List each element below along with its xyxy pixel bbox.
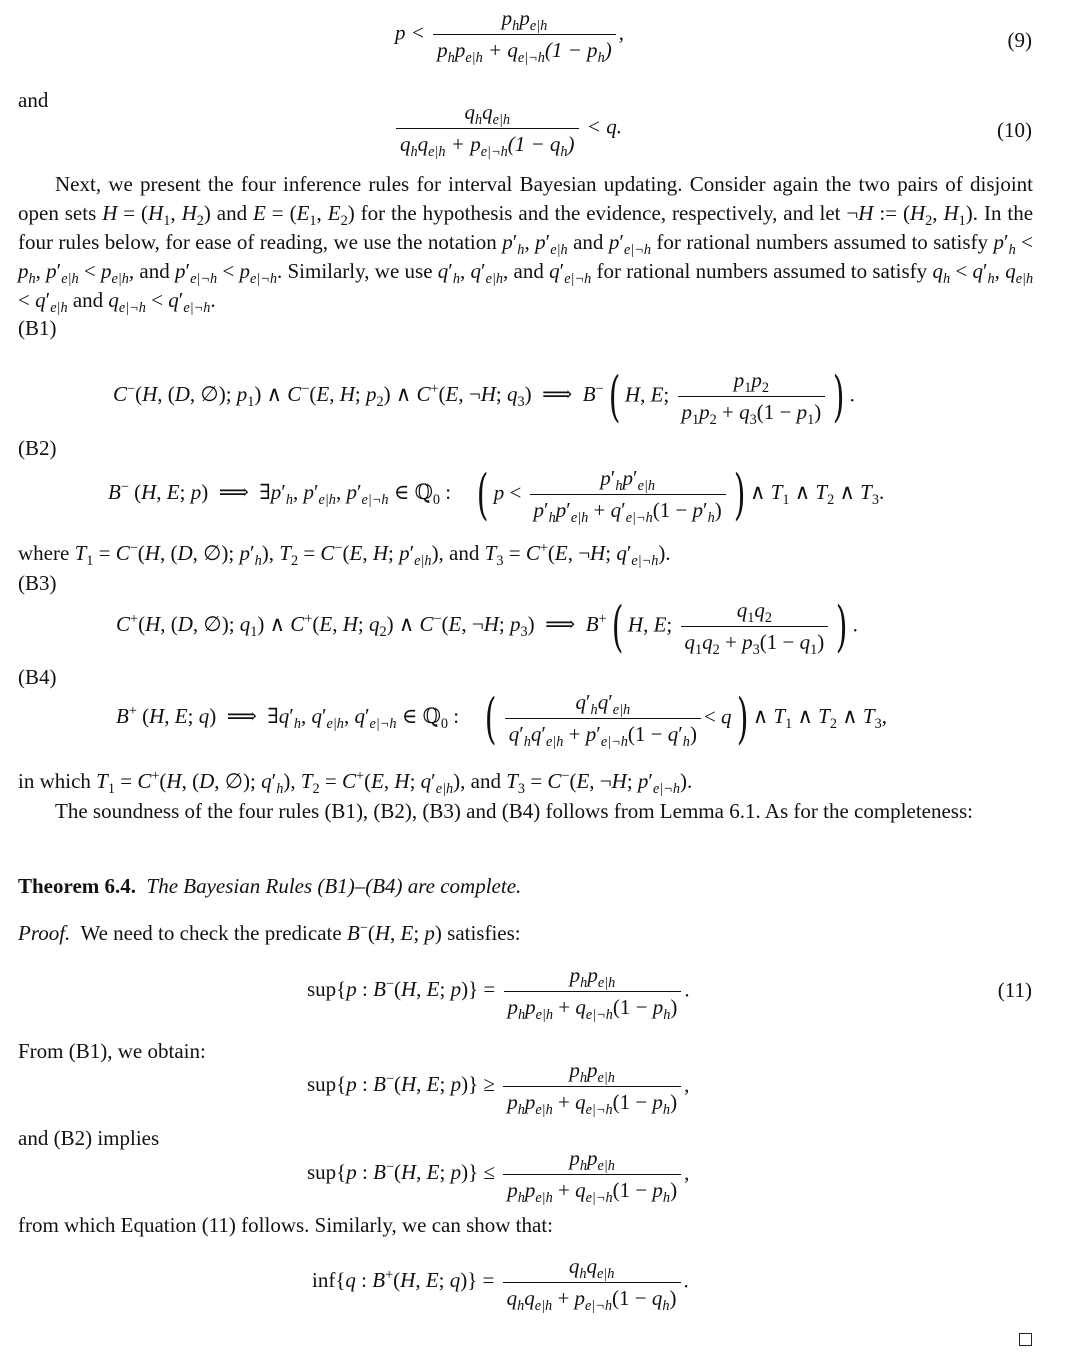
proof-text: We need to check the predicate B−(H, E; p) satisfies: <box>80 920 521 945</box>
theorem-statement: The Bayesian Rules (B1)–(B4) are complete. <box>146 874 522 898</box>
rule-b2-denominator: $p'_hp'_{e|h} + q'_{e|\neg h}(1 - p'_h)$ <box>530 494 726 523</box>
from-b1-text: From (B1), we obtain: <box>18 1039 206 1063</box>
right-paren: ) <box>733 461 746 526</box>
equation-9 <box>395 6 624 67</box>
rule-b1-inner: H, E; <box>624 382 670 407</box>
inequality-ge <box>307 1058 690 1119</box>
and-label: and <box>18 88 49 112</box>
ineq-le-numerator: $p_hp_{e|h}$ <box>569 1146 615 1175</box>
rule-b4-numerator: $q'_hq'_{e|h}$ <box>575 690 631 719</box>
equation-number-9: (9) <box>1007 28 1032 52</box>
ineq-le-tail: , <box>684 1160 690 1185</box>
equation-inf <box>312 1254 689 1315</box>
equation-10 <box>393 100 622 161</box>
eq10-rhs: < q. <box>586 114 622 139</box>
eq9-tail: , <box>618 20 624 45</box>
theorem-label: Theorem 6.4. <box>18 874 137 898</box>
eq-inf-fraction <box>503 1254 681 1315</box>
rule-b2-tail: ∧ $T_1$ ∧ $T_2$ ∧ $T_3$. <box>750 480 885 509</box>
rule-b4-inner-after: < q <box>703 704 732 729</box>
rule-b2-label: (B2) <box>18 436 57 460</box>
rule-b3-fraction <box>681 598 829 659</box>
rule-b1-numerator: $p_1p_2$ <box>733 368 770 397</box>
intro-paragraph: Next, we present the four inference rules for interval Bayesian updating. Consider again the two pairs of disjoint open sets $H = (H_1$, $H_2$) and $E = (E_1$, $E_2$) for the hypothesis and the evidence, respectively, and let ¬H := ($H_2$, $H_1$). In the four rules below, for ease of reading, we use the notation $p'_h$, $p'_{e|h}$ and $p'_{e|\neg h}$ for rational numbers assumed to satisfy $p'_h < p_h$, $p'_{e|h} < p_{e|h}$, and $p'_{e|\neg h} < p_{e|\neg h}$. Similarly, we use $q'_h$, $q'_{e|h}$, and $q'_{e|\neg h}$ for rational numbers assumed to satisfy $q_h < q'_h$, $q_{e|h} < q'_{e|h}$ and $q_{e|\neg h} < q'_{e|\neg h}$. <box>18 172 1034 317</box>
rule-b1-label: (B1) <box>18 316 57 340</box>
eq9-lhs: p < <box>395 20 425 45</box>
rule-b1-fraction <box>678 368 826 429</box>
rule-b3-lhs: C+(H, (D, ∅); $q_1$) ∧ C+(E, H; $q_2$) ∧ C−(E, ¬H; $p_3$) ⟹ B+ <box>116 611 607 641</box>
qed-square-icon <box>1019 1333 1032 1346</box>
theorem-6-4 <box>18 874 521 899</box>
rule-b4-label: (B4) <box>18 665 57 689</box>
right-paren: ) <box>736 685 749 750</box>
rule-b1-formula <box>113 363 855 429</box>
proof-label: Proof. <box>18 921 71 945</box>
rule-b4-formula <box>116 685 887 751</box>
rule-b1-denominator: $p_1p_2 + q_3(1 - p_1)$ <box>678 396 826 425</box>
rule-b2-numerator: $p'_hp'_{e|h}$ <box>600 466 656 495</box>
ineq-ge-denominator: $p_hp_{e|h} + q_{e|\neg h}(1 - p_h)$ <box>503 1086 681 1115</box>
from-which-text: from which Equation (11) follows. Similarly, we can show that: <box>18 1213 554 1237</box>
rule-b1-lhs: C−(H, (D, ∅); $p_1$) ∧ C−(E, H; $p_2$) ∧ C+(E, ¬H; $q_3$) ⟹ B− <box>113 381 604 411</box>
ineq-le-lhs: sup{p : B−(H, E; p)} ≤ <box>307 1159 495 1185</box>
rule-b4-fraction <box>505 690 701 751</box>
eq11-numerator: $p_hp_{e|h}$ <box>569 963 616 992</box>
rule-b3-formula <box>116 593 858 659</box>
rule-b3-tail: . <box>852 612 858 637</box>
equation-number-11: (11) <box>997 978 1032 1002</box>
rule-b2-lhs: B− (H, E; p) ⟹ $\exists p'_h$, $p'_{e|h}$, $p'_{e|\neg h}$ ∈ ℚ$_0$ : <box>108 479 452 509</box>
rule-b2-inner: p < <box>493 480 522 505</box>
eq11-denominator: $p_hp_{e|h} + q_{e|\neg h}(1 - p_h)$ <box>504 991 682 1020</box>
proof-intro <box>18 921 521 946</box>
left-paren: ( <box>477 461 489 526</box>
and-b2-text: and (B2) implies <box>18 1126 160 1150</box>
equation-11 <box>307 963 690 1024</box>
rule-b4-tail: ∧ $T_1$ ∧ $T_2$ ∧ $T_3$, <box>752 704 887 733</box>
ineq-ge-tail: , <box>684 1072 690 1097</box>
eq10-denominator: $q_hq_{e|h} + p_{e|\neg h}(1 - q_h)$ <box>396 128 579 157</box>
rule-b3-inner: H, E; <box>627 612 673 637</box>
rule-b3-label: (B3) <box>18 571 57 595</box>
eq9-denominator: $p_hp_{e|h} + q_{e|\neg h}(1 - p_h)$ <box>433 34 616 63</box>
eq-inf-denominator: $q_hq_{e|h} + p_{e|\neg h}(1 - q_h)$ <box>503 1282 681 1311</box>
ineq-ge-fraction <box>503 1058 681 1119</box>
rule-b2-where: where $T_1 = C^-(H$, (D, ∅); $p'_h$), $T_2 = C^-(E$, H; $p'_{e|h}$), and $T_3 = C^+(E$, ¬H; $q'_{e|\neg h}$). <box>18 540 671 570</box>
eq-inf-lhs: inf{q : B+(H, E; q)} = <box>312 1267 495 1293</box>
eq11-tail: . <box>684 977 690 1002</box>
eq10-fraction <box>396 100 579 161</box>
eq-inf-numerator: $q_hq_{e|h}$ <box>568 1254 615 1283</box>
rule-b4-where: in which $T_1 = C^+(H$, (D, ∅); $q'_h$), $T_2 = C^+(E$, H; $q'_{e|h}$), and $T_3 = C^-(E$, ¬H; $p'_{e|\neg h}$). <box>18 768 693 798</box>
rule-b3-denominator: $q_1q_2 + p_3(1 - q_1)$ <box>681 626 829 655</box>
left-paren: ( <box>485 685 497 750</box>
equation-number-10: (10) <box>997 118 1032 142</box>
eq9-fraction <box>433 6 616 67</box>
rule-b2-fraction <box>530 466 726 527</box>
left-paren: ( <box>611 593 624 658</box>
ineq-ge-lhs: sup{p : B−(H, E; p)} ≥ <box>307 1071 495 1097</box>
eq11-fraction <box>504 963 682 1024</box>
right-paren: ) <box>833 363 845 428</box>
eq-inf-tail: . <box>683 1268 689 1293</box>
eq11-lhs: sup{p : B−(H, E; p)} = <box>307 976 496 1002</box>
rule-b3-numerator: $q_1q_2$ <box>736 598 773 627</box>
right-paren: ) <box>836 593 848 658</box>
rule-b2-formula <box>108 461 885 527</box>
soundness-paragraph: The soundness of the four rules (B1), (B2), (B3) and (B4) follows from Lemma 6.1. As for the completeness: <box>55 799 973 823</box>
eq9-numerator: $p_hp_{e|h}$ <box>501 6 548 35</box>
left-paren: ( <box>608 363 621 428</box>
rule-b4-denominator: $q'_hq'_{e|h} + p'_{e|\neg h}(1 - q'_h)$ <box>505 718 701 747</box>
rule-b4-lhs: B+ (H, E; q) ⟹ $\exists q'_h$, $q'_{e|h}$, $q'_{e|\neg h}$ ∈ ℚ$_0$ : <box>116 703 460 733</box>
ineq-le-denominator: $p_hp_{e|h} + q_{e|\neg h}(1 - p_h)$ <box>503 1174 681 1203</box>
ineq-ge-numerator: $p_hp_{e|h}$ <box>569 1058 615 1087</box>
rule-b1-tail: . <box>849 382 855 407</box>
inequality-le <box>307 1146 690 1207</box>
ineq-le-fraction <box>503 1146 681 1207</box>
eq10-numerator: $q_hq_{e|h}$ <box>464 100 511 129</box>
